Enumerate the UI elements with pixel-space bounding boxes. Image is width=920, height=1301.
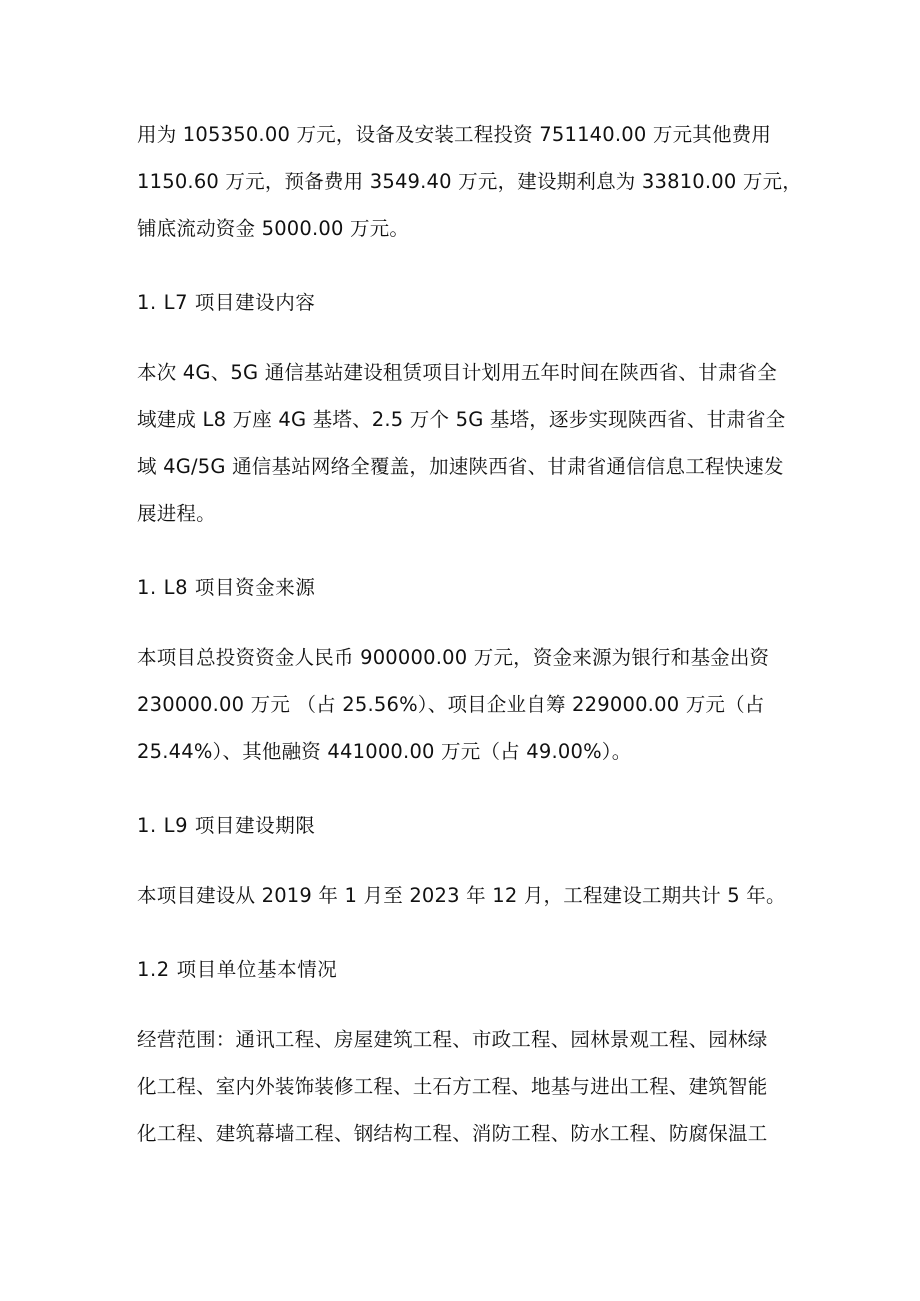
paragraph-scope-line-3: 化工程、建筑幕墙工程、钢结构工程、消防工程、防水工程、防腐保温工 xyxy=(137,1122,768,1145)
section-heading-company-info: 1.2 项目单位基本情况 xyxy=(137,958,338,981)
paragraph-scope-line-2: 化工程、室内外装饰装修工程、土石方工程、地基与进出工程、建筑智能 xyxy=(137,1075,768,1098)
paragraph-funding-line-1: 本项目总投资资金人民币 900000.00 万元，资金来源为银行和基金出资 xyxy=(137,646,770,669)
paragraph-content-line-2: 域建成 L8 万座 4G 基塔、2.5 万个 5G 基塔，逐步实现陕西省、甘肃省全 xyxy=(137,408,786,431)
paragraph-investment-line-2: 1150.60 万元，预备费用 3549.40 万元，建设期利息为 33810.00 万元， xyxy=(137,170,803,193)
paragraph-period: 本项目建设从 2019 年 1 月至 2023 年 12 月，工程建设工期共计 5 年。 xyxy=(137,884,786,907)
paragraph-content-line-4: 展进程。 xyxy=(137,502,216,525)
section-heading-construction-content: 1. L7 项目建设内容 xyxy=(137,291,316,314)
section-heading-funding-source: 1. L8 项目资金来源 xyxy=(137,576,316,599)
section-heading-construction-period: 1. L9 项目建设期限 xyxy=(137,814,316,837)
paragraph-funding-line-3: 25.44%）、其他融资 441000.00 万元（占 49.00%）。 xyxy=(137,740,632,763)
paragraph-content-line-1: 本次 4G、5G 通信基站建设租赁项目计划用五年时间在陕西省、甘肃省全 xyxy=(137,361,777,384)
paragraph-investment-line-3: 铺底流动资金 5000.00 万元。 xyxy=(137,217,410,240)
paragraph-scope-line-1: 经营范围：通讯工程、房屋建筑工程、市政工程、园林景观工程、园林绿 xyxy=(137,1028,768,1051)
paragraph-funding-line-2: 230000.00 万元 （占 25.56%）、项目企业自筹 229000.00 万元（占 xyxy=(137,693,765,716)
paragraph-investment-line-1: 用为 105350.00 万元，设备及安装工程投资 751140.00 万元其他费用 xyxy=(137,123,772,146)
paragraph-content-line-3: 域 4G/5G 通信基站网络全覆盖，加速陕西省、甘肃省通信信息工程快速发 xyxy=(137,455,784,478)
